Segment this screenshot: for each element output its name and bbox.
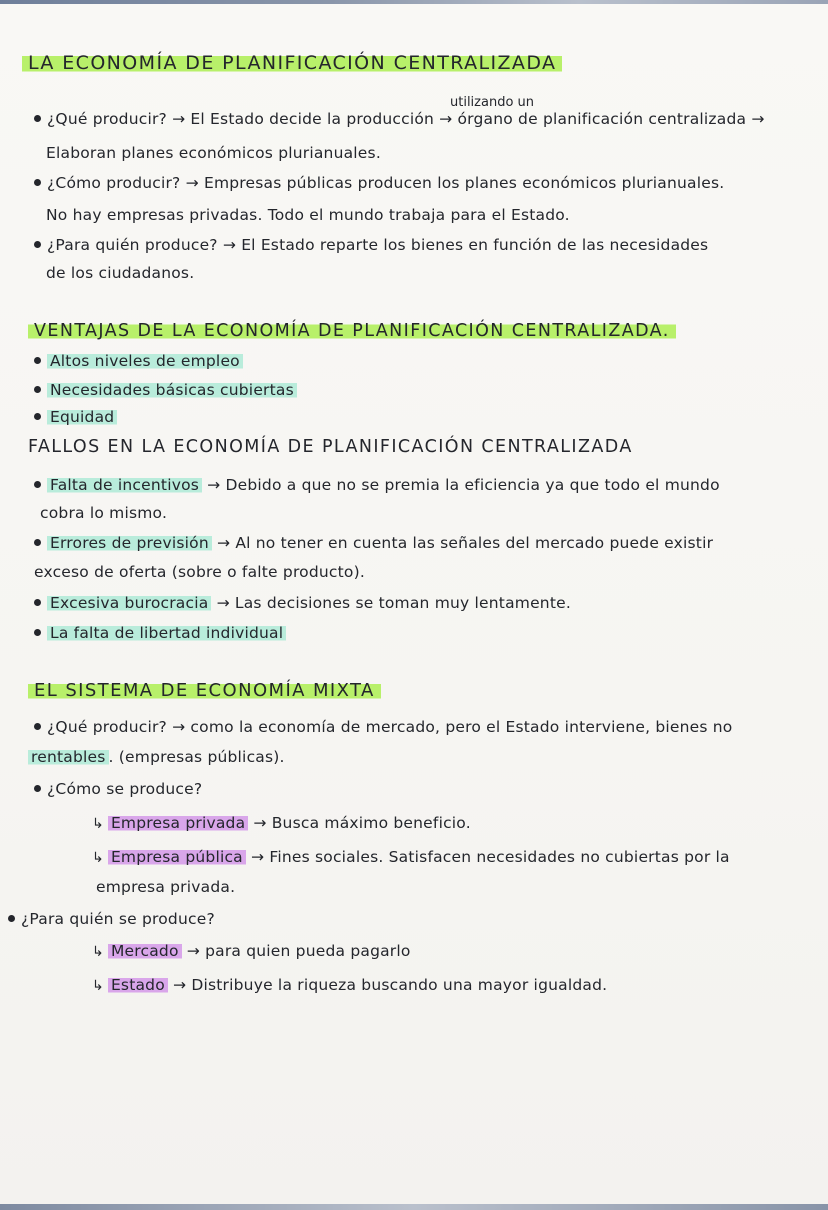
mixta-como-produce — [34, 778, 202, 800]
bullet-icon — [34, 539, 41, 546]
heading-ventajas — [28, 318, 676, 344]
sub-arrow-icon: ↳ — [92, 850, 104, 866]
question-que-producir-cont: Elaboran planes económicos plurianuales. — [46, 144, 381, 162]
text: → Distribuye la riqueza buscando una mayor igualdad. — [173, 976, 608, 994]
text: → como la economía de mercado, pero el Estado interviene, bienes no — [172, 718, 733, 736]
text: → Las decisiones se toman muy lentamente. — [216, 594, 571, 612]
label-rentables: rentables — [28, 748, 109, 766]
bullet-icon — [34, 723, 41, 730]
page-bottom-edge — [0, 1204, 828, 1210]
sub-arrow-icon: ↳ — [92, 978, 104, 994]
text: → El Estado reparte los bienes en función de las necesidades — [222, 236, 709, 254]
text: → Debido a que no se premia la eficiencia ya que todo el mundo — [207, 476, 720, 494]
label: Excesiva burocracia — [47, 594, 211, 612]
heading-fallos — [28, 434, 633, 460]
bullet-icon — [34, 241, 41, 248]
question-para-quien — [34, 234, 708, 256]
bullet-icon — [8, 915, 15, 922]
ventaja-label: Altos niveles de empleo — [47, 352, 243, 370]
mixta-empresa-publica-cont: empresa privada. — [96, 878, 236, 896]
text: → Al no tener en cuenta las señales del mercado puede existir — [217, 534, 714, 552]
text: → El Estado decide la producción → órgano de planificación centralizada → — [172, 110, 765, 128]
mixta-empresa-publica — [92, 846, 730, 869]
label: ¿Qué producir? — [47, 718, 167, 736]
question-como-producir — [34, 172, 724, 194]
mixta-que-producir-cont — [28, 746, 285, 768]
label: ¿Qué producir? — [47, 110, 167, 128]
heading-2-text: VENTAJAS DE LA ECONOMÍA DE PLANIFICACIÓN CENTRALIZADA. — [28, 321, 676, 341]
note-utilizando-un: utilizando un — [450, 95, 535, 110]
label: Mercado — [108, 942, 182, 960]
ventaja-item-necesidades — [34, 379, 297, 401]
label: Estado — [108, 976, 168, 994]
fallo-prevision — [34, 532, 713, 554]
bullet-icon — [34, 629, 41, 636]
mixta-empresa-privada — [92, 812, 471, 835]
fallo-incentivos — [34, 474, 720, 496]
fallo-incentivos-cont: cobra lo mismo. — [40, 504, 168, 522]
text: → Empresas públicas producen los planes económicos plurianuales. — [185, 174, 725, 192]
text: . (empresas públicas). — [108, 748, 285, 766]
page-top-edge — [0, 0, 828, 4]
heading-planificacion-centralizada — [22, 50, 562, 76]
heading-3-text: FALLOS EN LA ECONOMÍA DE PLANIFICACIÓN CENTRALIZADA — [28, 437, 633, 457]
bullet-icon — [34, 357, 41, 364]
label: Falta de incentivos — [47, 476, 202, 494]
sub-arrow-icon: ↳ — [92, 816, 104, 832]
question-que-producir — [34, 108, 765, 130]
bullet-icon — [34, 599, 41, 606]
text: → Busca máximo beneficio. — [253, 814, 471, 832]
text: → para quien pueda pagarlo — [186, 942, 411, 960]
ventaja-item-equidad — [34, 406, 117, 428]
label: ¿Para quién se produce? — [21, 910, 215, 928]
fallo-libertad — [34, 622, 286, 644]
label: ¿Para quién produce? — [47, 236, 218, 254]
mixta-mercado — [92, 940, 411, 963]
bullet-icon — [34, 115, 41, 122]
label: Errores de previsión — [47, 534, 212, 552]
heading-economia-mixta — [28, 678, 381, 704]
heading-4-text: EL SISTEMA DE ECONOMÍA MIXTA — [28, 680, 381, 701]
label: ¿Cómo se produce? — [47, 780, 203, 798]
bullet-icon — [34, 481, 41, 488]
label: ¿Cómo producir? — [47, 174, 181, 192]
bullet-icon — [34, 413, 41, 420]
ventaja-label: Equidad — [47, 408, 117, 426]
fallo-prevision-cont: exceso de oferta (sobre o falte producto). — [34, 563, 365, 581]
mixta-estado — [92, 974, 607, 997]
ventaja-label: Necesidades básicas cubiertas — [47, 381, 297, 399]
bullet-icon — [34, 785, 41, 792]
question-como-producir-cont: No hay empresas privadas. Todo el mundo trabaja para el Estado. — [46, 206, 570, 224]
mixta-que-producir — [34, 716, 733, 738]
label: Empresa pública — [108, 848, 246, 866]
fallo-burocracia — [34, 592, 571, 614]
heading-1-text: LA ECONOMÍA DE PLANIFICACIÓN CENTRALIZADA — [22, 52, 562, 74]
question-para-quien-cont: de los ciudadanos. — [46, 264, 195, 282]
text: → Fines sociales. Satisfacen necesidades no cubiertas por la — [251, 848, 730, 866]
bullet-icon — [34, 386, 41, 393]
ventaja-item-empleo — [34, 350, 243, 372]
label: Empresa privada — [108, 814, 248, 832]
sub-arrow-icon: ↳ — [92, 944, 104, 960]
mixta-para-quien — [8, 908, 215, 930]
bullet-icon — [34, 179, 41, 186]
label: La falta de libertad individual — [47, 624, 286, 642]
